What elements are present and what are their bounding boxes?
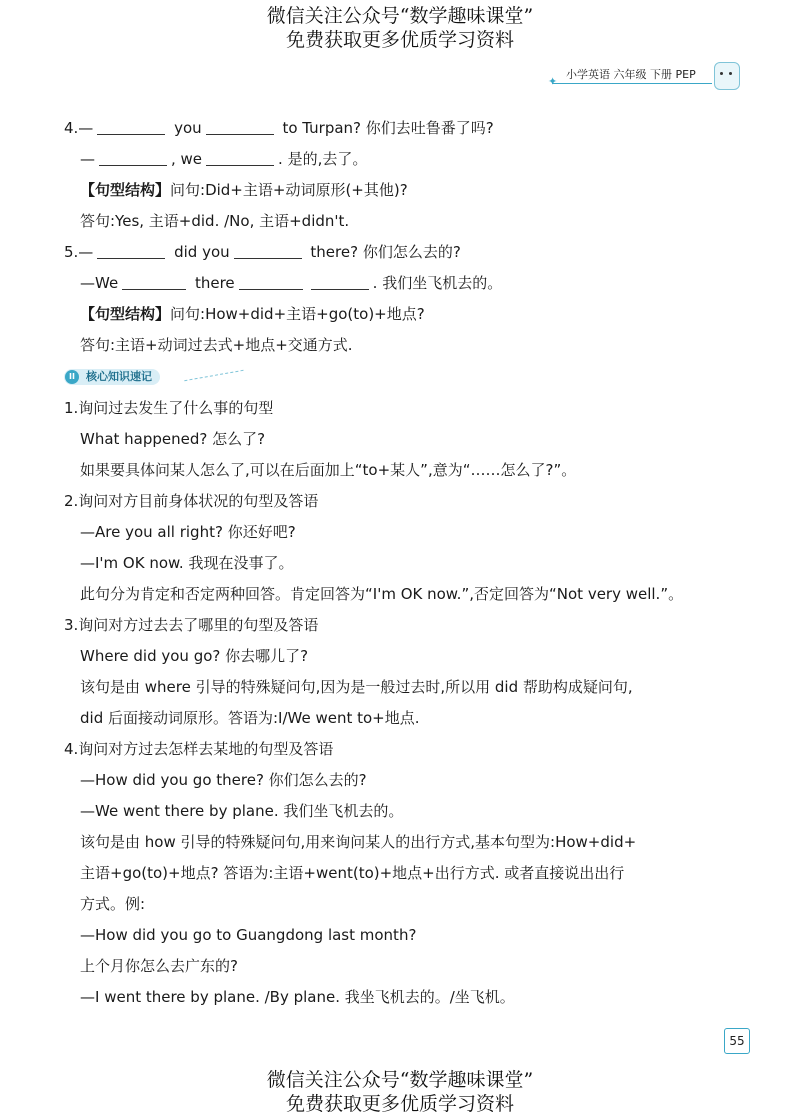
structure-text: 问句:How+did+主语+go(to)+地点?	[170, 305, 425, 323]
header-rule	[552, 83, 712, 84]
exercise-4-answer	[64, 144, 754, 175]
structure-question	[64, 299, 754, 330]
section-number: II	[65, 370, 79, 384]
answer-blank[interactable]	[97, 118, 165, 135]
answer-blank[interactable]	[206, 149, 274, 166]
word: there	[194, 274, 235, 292]
exercise-5-answer	[64, 268, 754, 299]
exercise-5-question	[64, 237, 754, 268]
answer-blank[interactable]	[234, 242, 302, 259]
knowledge-line: 主语+go(to)+地点? 答语为:主语+went(to)+地点+出行方式. 或者直接说出出行	[80, 864, 625, 882]
exercise-number: 5.—	[64, 243, 94, 261]
word: , we	[171, 150, 203, 168]
exercise-number: 4.—	[64, 119, 94, 137]
prompt-text: . 我们坐飞机去的。	[372, 274, 503, 292]
answer-blank[interactable]	[311, 273, 369, 290]
structure-question	[64, 175, 754, 206]
knowledge-line: —How did you go to Guangdong last month?	[80, 926, 417, 944]
knowledge-line: 方式。例:	[80, 895, 146, 913]
exercise-4-question	[64, 113, 754, 144]
page-content	[64, 113, 754, 1013]
structure-tag: 【句型结构】	[80, 181, 171, 199]
knowledge-2-title: 2.询问对方目前身体状况的句型及答语	[64, 492, 319, 510]
knowledge-line: did 后面接动词原形。答语为:I/We went to+地点.	[80, 709, 420, 727]
answer-blank[interactable]	[99, 149, 167, 166]
decorative-swoosh	[184, 370, 243, 382]
cat-icon	[714, 62, 740, 90]
knowledge-line: —I'm OK now. 我现在没事了。	[80, 554, 294, 572]
knowledge-line: —Are you all right? 你还好吧?	[80, 523, 296, 541]
prompt-text: to Turpan? 你们去吐鲁番了吗?	[282, 119, 494, 137]
prompt-text: there? 你们怎么去的?	[310, 243, 461, 261]
word: —We	[80, 274, 119, 292]
knowledge-4-title: 4.询问对方过去怎样去某地的句型及答语	[64, 740, 334, 758]
watermark-line2: 免费获取更多优质学习资料	[285, 1093, 514, 1115]
watermark-line1: 微信关注公众号“数学趣味课堂”	[266, 5, 534, 27]
structure-answer: 答句:主语+动词过去式+地点+交通方式.	[80, 336, 353, 354]
watermark-top	[0, 4, 800, 52]
knowledge-line: Where did you go? 你去哪儿了?	[80, 647, 309, 665]
knowledge-line: 上个月你怎么去广东的?	[80, 957, 238, 975]
section-heading	[64, 361, 754, 393]
running-header	[548, 66, 740, 92]
word: you	[174, 119, 202, 137]
answer-blank[interactable]	[206, 118, 274, 135]
knowledge-line: What happened? 怎么了?	[80, 430, 266, 448]
structure-text: 问句:Did+主语+动词原形(+其他)?	[170, 181, 408, 199]
knowledge-1-title: 1.询问过去发生了什么事的句型	[64, 399, 274, 417]
section-title: 核心知识速记	[86, 370, 152, 383]
knowledge-line: 该句是由 where 引导的特殊疑问句,因为是一般过去时,所以用 did 帮助构成疑问句,	[80, 678, 633, 696]
watermark-line2: 免费获取更多优质学习资料	[285, 29, 514, 51]
answer-blank[interactable]	[97, 242, 165, 259]
knowledge-line: 此句分为肯定和否定两种回答。肯定回答为“I'm OK now.”,否定回答为“Not very well.”。	[80, 585, 684, 603]
structure-answer: 答句:Yes, 主语+did. /No, 主语+didn't.	[80, 212, 350, 230]
knowledge-line: —How did you go there? 你们怎么去的?	[80, 771, 367, 789]
knowledge-3-title: 3.询问对方过去去了哪里的句型及答语	[64, 616, 319, 634]
word: did you	[174, 243, 230, 261]
watermark-line1: 微信关注公众号“数学趣味课堂”	[266, 1069, 534, 1091]
knowledge-line: —We went there by plane. 我们坐飞机去的。	[80, 802, 404, 820]
answer-blank[interactable]	[239, 273, 303, 290]
watermark-bottom	[0, 1068, 800, 1116]
structure-tag: 【句型结构】	[80, 305, 171, 323]
header-label: 小学英语 六年级 下册 PEP	[566, 68, 696, 81]
section-badge	[64, 369, 160, 385]
answer-blank[interactable]	[122, 273, 186, 290]
dash: —	[80, 150, 95, 168]
page-number: 55	[724, 1028, 750, 1054]
knowledge-line: 该句是由 how 引导的特殊疑问句,用来询问某人的出行方式,基本句型为:How+did+	[80, 833, 637, 851]
knowledge-line: —I went there by plane. /By plane. 我坐飞机去的。/坐飞机。	[80, 988, 515, 1006]
prompt-text: . 是的,去了。	[278, 150, 368, 168]
star-icon: ✦	[548, 75, 558, 88]
knowledge-line: 如果要具体问某人怎么了,可以在后面加上“to+某人”,意为“……怎么了?”。	[80, 461, 577, 479]
